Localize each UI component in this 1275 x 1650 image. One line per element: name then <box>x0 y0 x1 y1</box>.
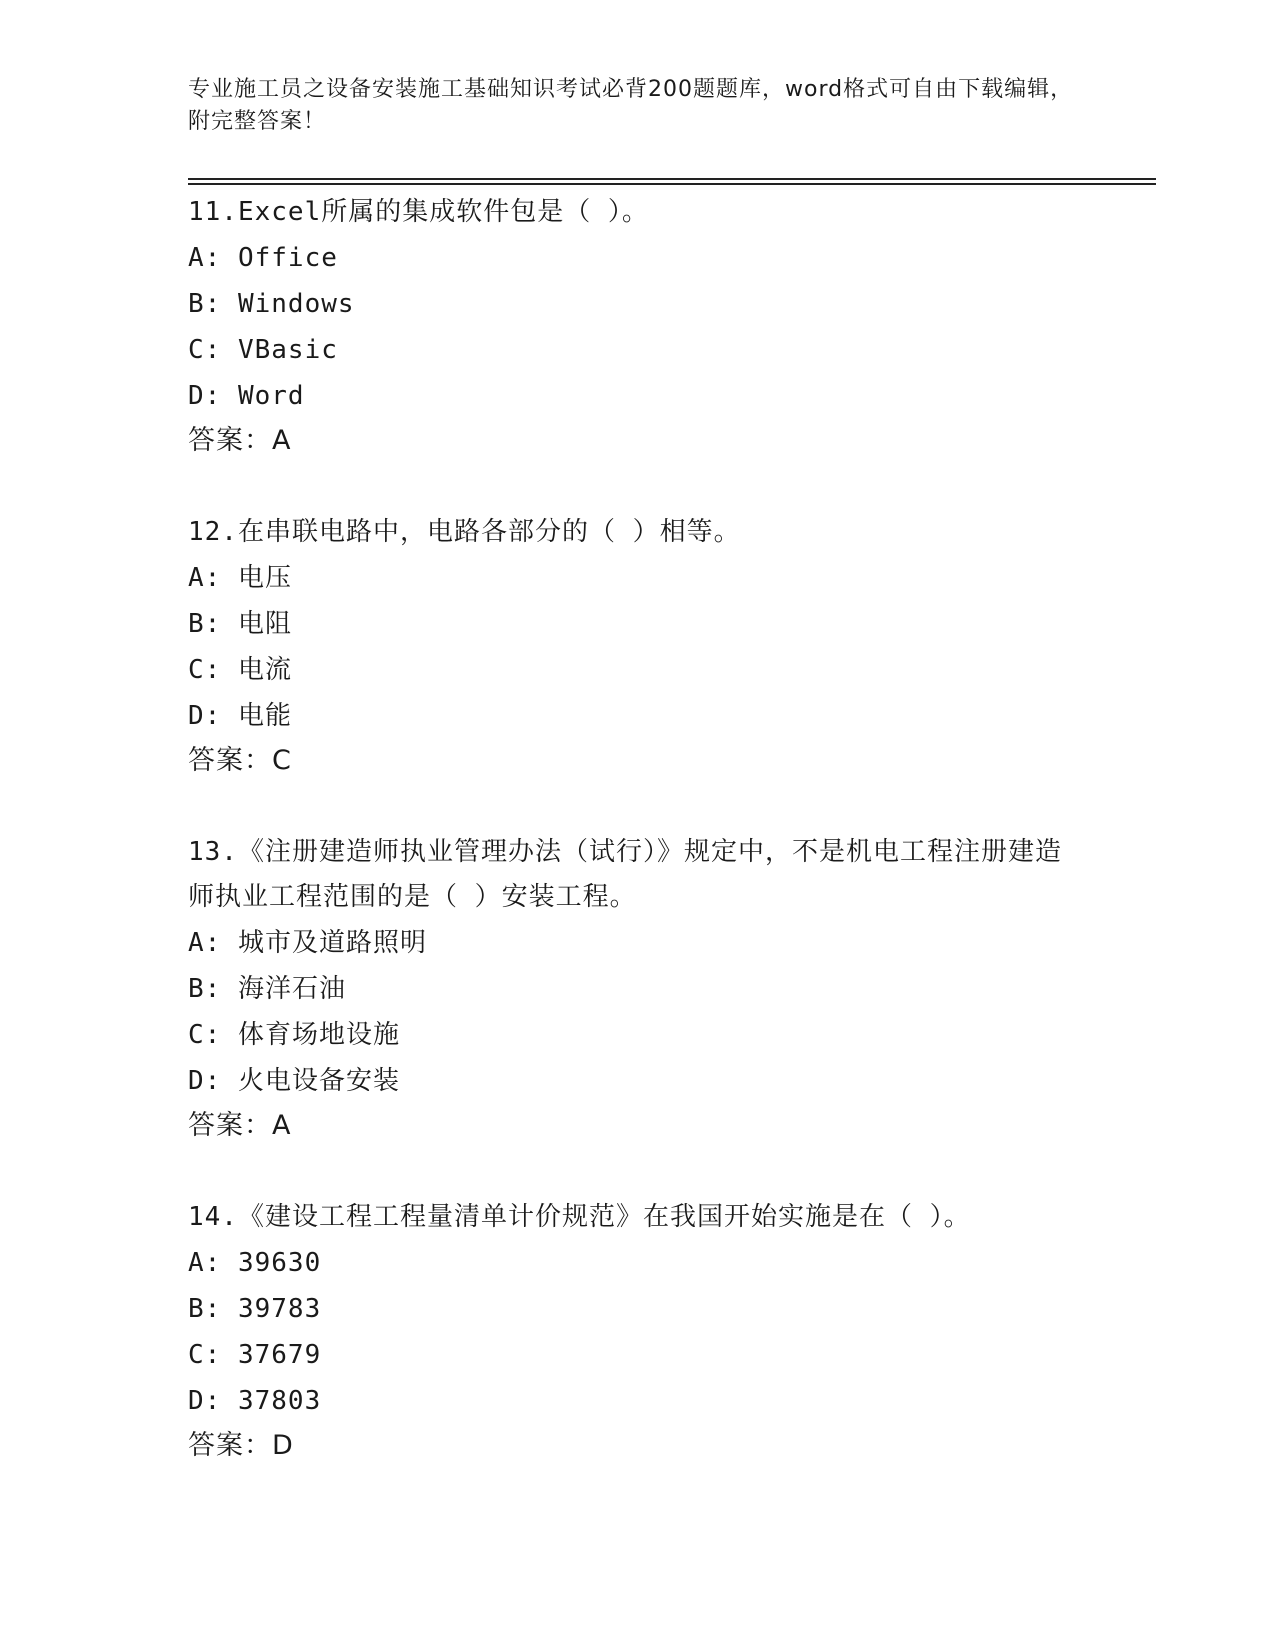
header-divider-bottom <box>188 183 1156 185</box>
option-c: C: 37679 <box>188 1340 322 1370</box>
question-12 <box>188 510 1088 783</box>
header-divider-top <box>188 178 1156 180</box>
option-b: B: 39783 <box>188 1294 322 1324</box>
option-d: D: 电能 <box>188 701 292 731</box>
option-b: B: 电阻 <box>188 609 292 639</box>
option-b: B: Windows <box>188 289 355 319</box>
question-11 <box>188 190 1088 463</box>
document-title: 专业施工员之设备安装施工基础知识考试必背200题题库，word格式可自由下载编辑，附完整答案！ <box>188 77 1074 134</box>
question-stem: 11.Excel所属的集成软件包是（ ）。 <box>188 197 649 227</box>
option-a: A: Office <box>188 243 338 273</box>
answer: 答案：A <box>188 425 292 456</box>
answer: 答案：D <box>188 1430 294 1461</box>
option-d: D: 37803 <box>188 1386 322 1416</box>
option-c: C: 体育场地设施 <box>188 1020 400 1050</box>
option-c: C: VBasic <box>188 335 338 365</box>
option-c: C: 电流 <box>188 655 292 685</box>
option-d: D: 火电设备安装 <box>188 1066 400 1096</box>
answer: 答案：C <box>188 745 292 776</box>
option-a: A: 电压 <box>188 563 292 593</box>
question-stem: 14.《建设工程工程量清单计价规范》在我国开始实施是在（ ）。 <box>188 1202 971 1232</box>
question-13 <box>188 830 1088 1148</box>
option-a: A: 城市及道路照明 <box>188 928 427 958</box>
option-a: A: 39630 <box>188 1248 322 1278</box>
option-d: D: Word <box>188 381 305 411</box>
question-stem: 13.《注册建造师执业管理办法（试行）》规定中，不是机电工程注册建造师执业工程范围的是（ ）安装工程。 <box>188 837 1062 912</box>
question-14 <box>188 1195 1088 1468</box>
question-stem: 12.在串联电路中，电路各部分的（ ）相等。 <box>188 517 741 547</box>
answer: 答案：A <box>188 1110 292 1141</box>
option-b: B: 海洋石油 <box>188 974 346 1004</box>
